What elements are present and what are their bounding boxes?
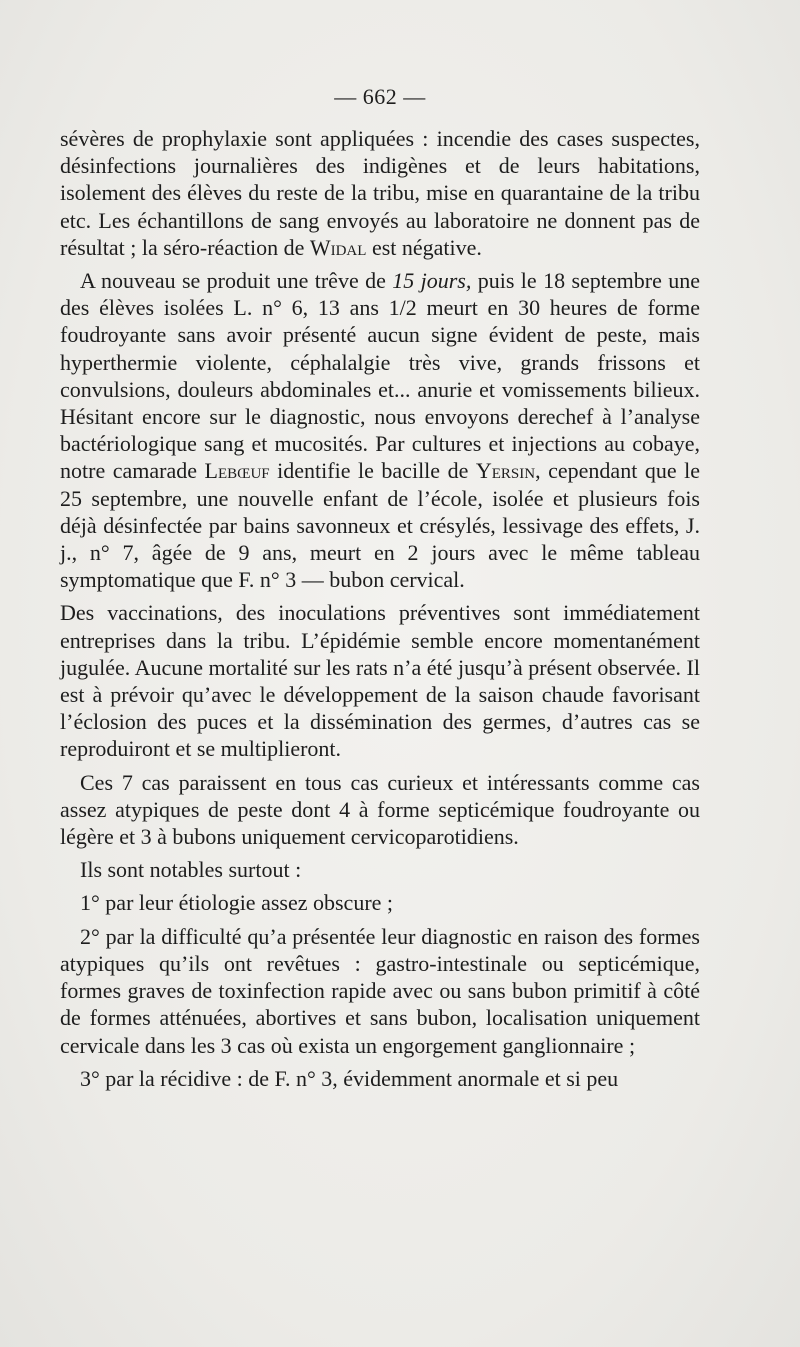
text-segment: Des vaccinations, des inoculations préventives sont immédiatement entreprises dans la tribu. L’épidémie semble encore momentanément jugulée. Aucune mortalité sur les rats n’a été jusqu’à présent observée. Il est à prévoir qu’avec le développement de la saison chaude favorisant l’éclosion des puces et la dissémination des germes, d’autres cas se reproduiront et se multiplieront.	[60, 600, 700, 762]
page-number: — 662 —	[334, 84, 426, 109]
paragraph	[60, 889, 700, 916]
text-segment: 3° par la récidive : de F. n° 3, évidemment anormale et si peu	[80, 1065, 619, 1091]
text-segment: A nouveau se produit une trêve de	[80, 268, 393, 294]
text-segment: est négative.	[366, 234, 482, 260]
text-segment: Ces 7 cas paraissent en tous cas curieux et intéressants comme cas assez atypiques de peste dont 4 à forme septicémique foudroyante ou légère et 3 à bubons uniquement cervicoparotidiens.	[60, 769, 700, 850]
paragraph	[60, 125, 700, 261]
text-segment: , cependant que le 25 septembre, une nouvelle enfant de l’école, isolée et plusieurs fois déjà désinfectée par bains savonneux et crésylés, lessivage des effets, J. j., n° 7, âgée de 9 ans, meurt en 2 jours avec le même tableau symptomatique que F. n° 3 — bubon cervical.	[60, 458, 701, 593]
text-segment: 2° par la difficulté qu’a présentée leur diagnostic en raison des formes atypiques qu’ils ont revêtues : gastro-intestinale ou septicémique, formes graves de toxinfection rapide avec ou sans bubon primitif à côté de formes atténuées, abortives et sans bubon, localisation uniquement cervicale dans les 3 cas où exista un engorgement ganglionnaire ;	[60, 923, 700, 1058]
paragraph	[60, 267, 700, 593]
paragraph	[60, 769, 700, 851]
paragraph	[60, 599, 700, 762]
text-segment: Ils sont notables surtout :	[80, 857, 302, 883]
paragraph	[60, 856, 700, 883]
proper-name: Yersin	[475, 458, 536, 484]
text-segment: sévères de prophylaxie sont appliquées : incendie des cases suspectes, désinfections journalières des indigènes et de leurs habitations, isolement des élèves du reste de la tribu, mise en quarantaine de la tribu etc. Les échantillons de sang envoyés au laboratoire ne donnent pas de résultat ; la séro-réaction de	[60, 126, 700, 260]
emphasis-text: 15 jours,	[392, 268, 472, 294]
text-segment: 1° par leur étiologie assez obscure ;	[80, 890, 394, 916]
proper-name: Lebœuf	[204, 458, 270, 484]
proper-name: Widal	[309, 234, 367, 260]
text-segment: puis le 18 septembre une des élèves isolées L. n° 6, 13 ans 1/2 meurt en 30 heures de forme foudroyante sans avoir présenté aucun signe évident de peste, mais hyperthermie violente, céphalalgie très vive, grands frissons et convulsions, douleurs abdominales et... anurie et vomissements bilieux. Hésitant encore sur le diagnostic, nous envoyons derechef à l’analyse bactériologique sang et mucosités. Par cultures et injections au cobaye, notre camarade	[60, 268, 700, 484]
text-body	[60, 125, 700, 1092]
paragraph	[60, 1065, 700, 1092]
paragraph	[60, 923, 700, 1059]
text-segment: identifie le bacille de	[269, 458, 476, 484]
